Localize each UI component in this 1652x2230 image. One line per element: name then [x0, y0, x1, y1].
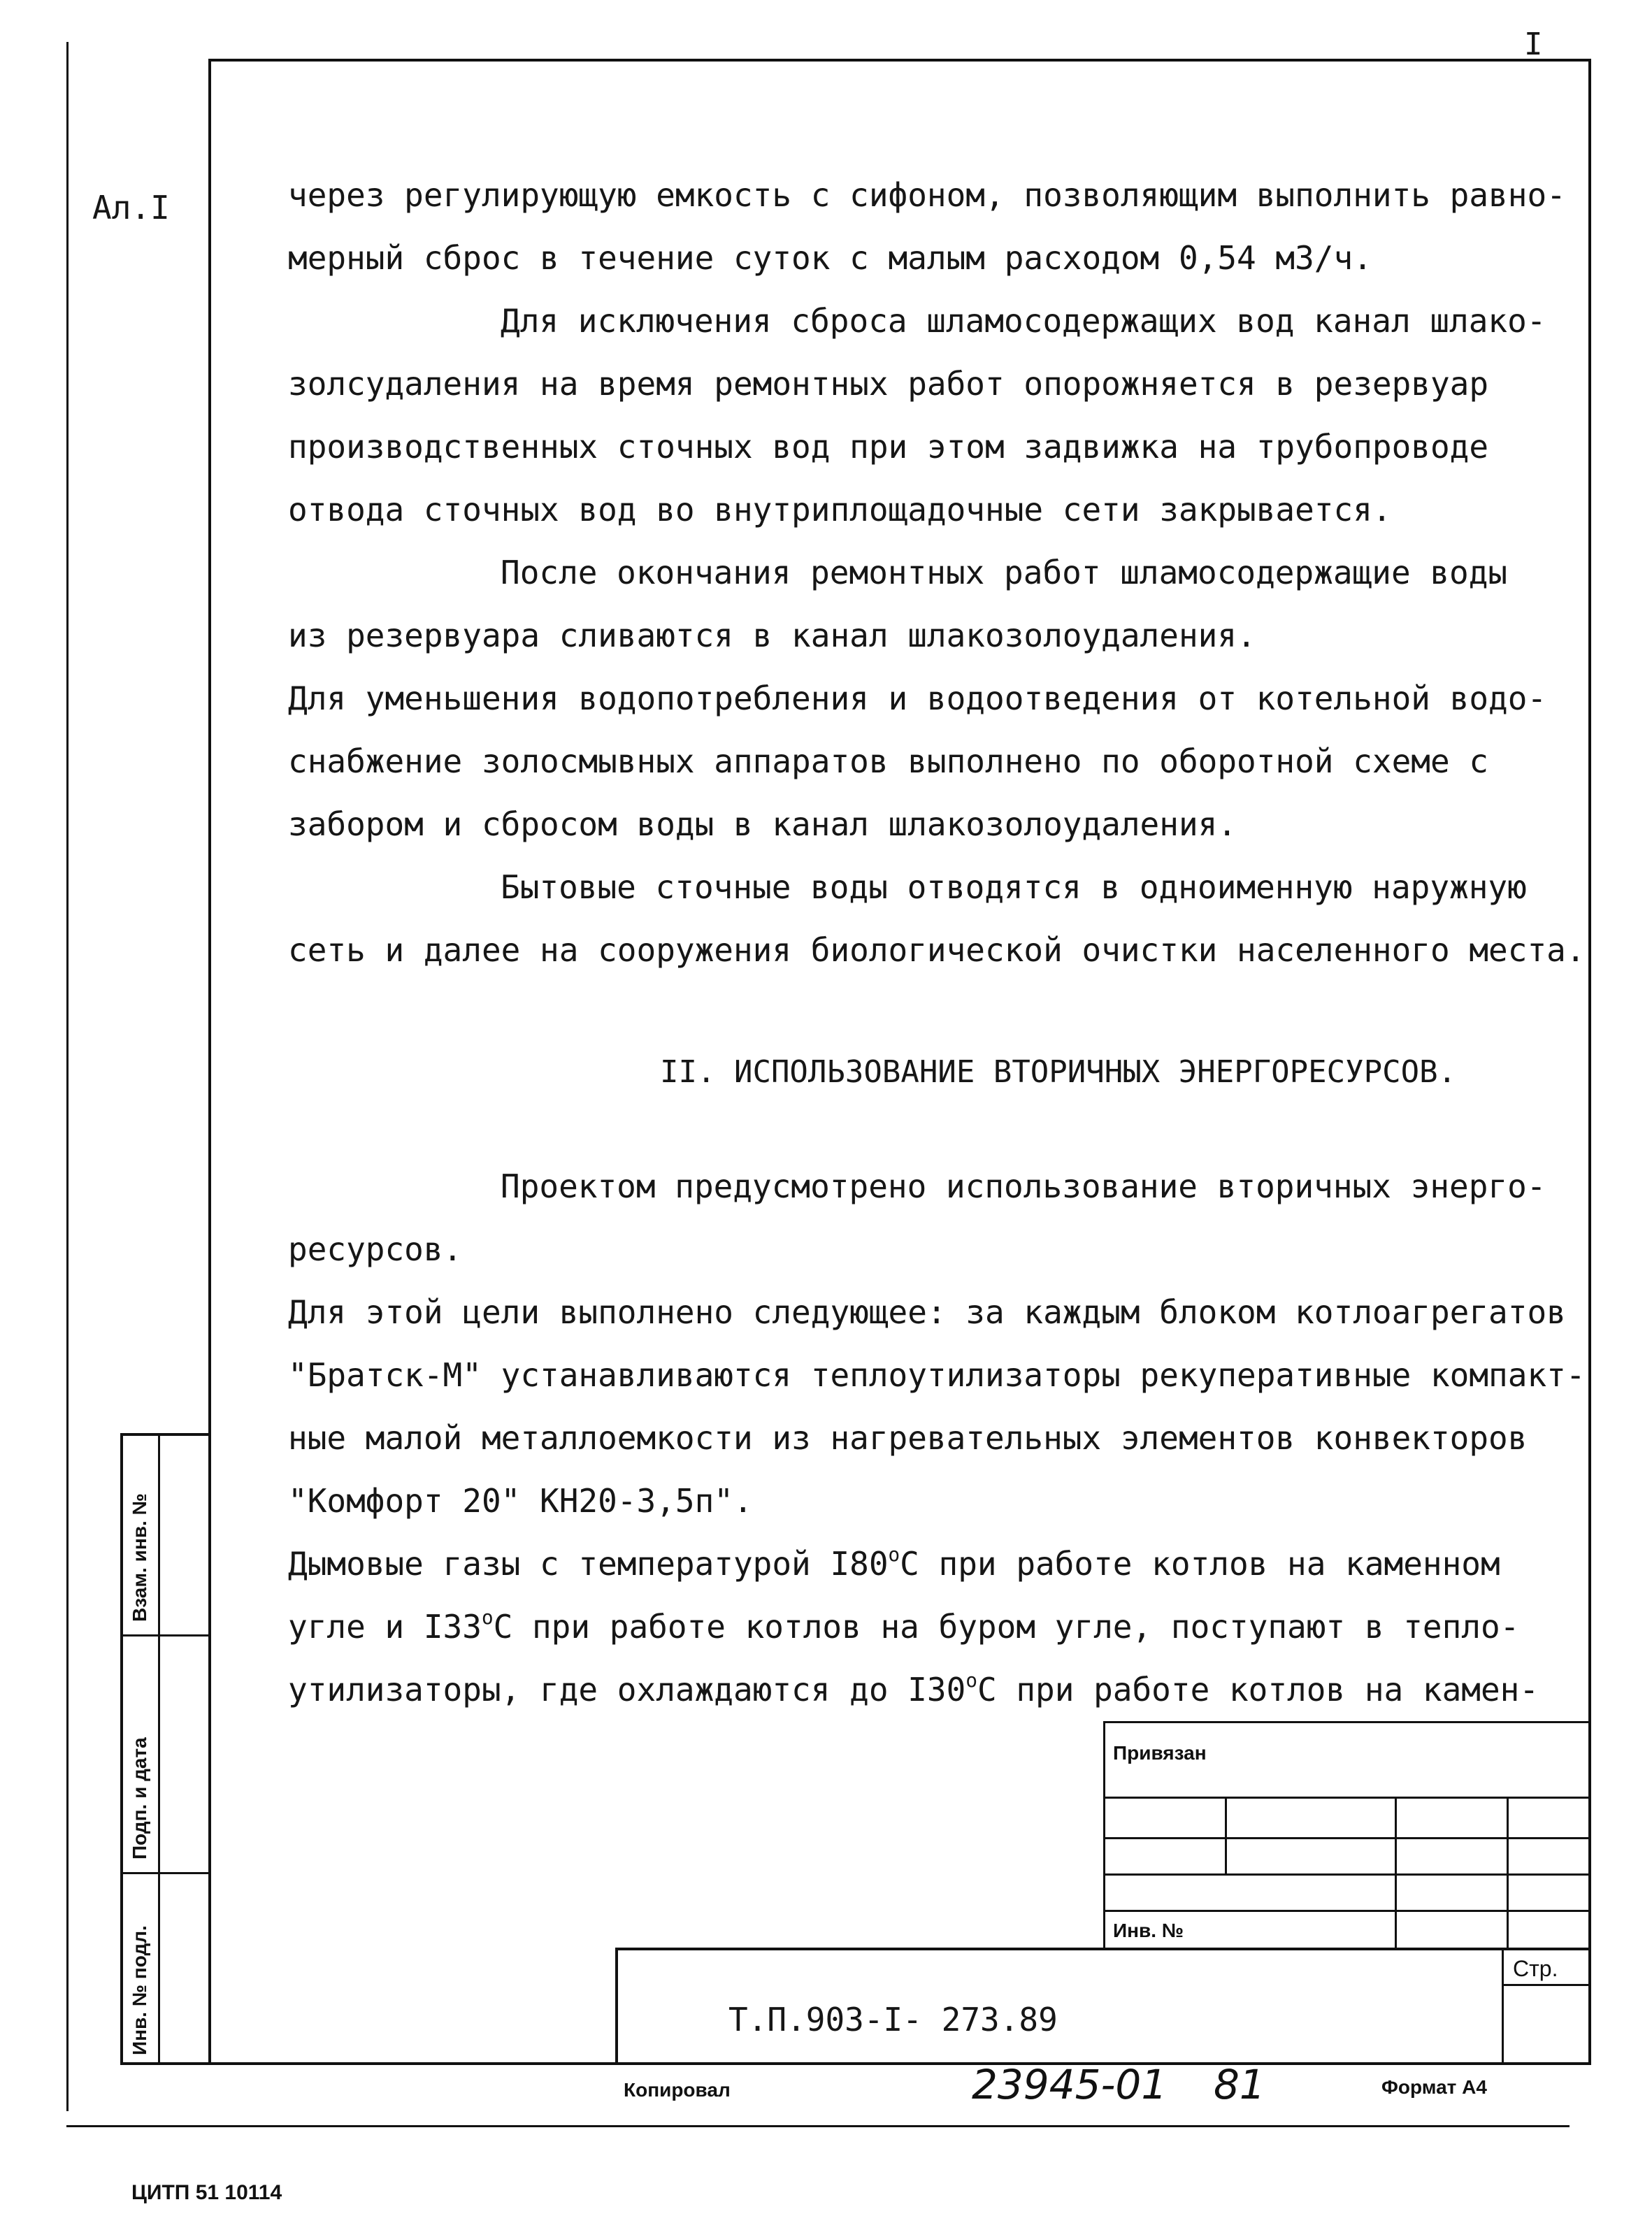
- side-stamp-outer-left: [120, 1433, 123, 2065]
- inv-no-label: Инв. №: [1113, 1920, 1184, 1941]
- tb-upper-row: [1103, 1797, 1591, 1799]
- tb-upper-col: [1507, 1797, 1509, 1949]
- tb-page-row: [1502, 1984, 1591, 1986]
- body-line: производственных сточных вод при этом задвижка на трубопроводе: [288, 428, 1489, 466]
- temperature-text: угле и I33: [288, 1608, 482, 1646]
- side-stamp-label: Подп. и дата: [129, 1737, 150, 1859]
- section-line: "Комфорт 20" КН20-3,5п".: [288, 1482, 753, 1520]
- tb-upper-row: [1103, 1910, 1591, 1912]
- side-stamp-label: Инв. № подл.: [129, 1925, 150, 2055]
- temperature-text: утилизаторы, где охлаждаются до I30: [288, 1671, 966, 1709]
- tb-upper-row: [1103, 1873, 1591, 1876]
- side-stamp-top: [120, 1433, 211, 1436]
- degree-mark: o: [481, 1606, 494, 1629]
- body-line: снабжение золосмывных аппаратов выполнено по оборотной схеме с: [288, 742, 1489, 780]
- bottom-edge-line: [66, 2125, 1570, 2127]
- temperature-text: С при работе котлов на буром угле, поступают в тепло-: [493, 1608, 1520, 1646]
- tb-upper-top: [1103, 1721, 1591, 1723]
- side-stamp-row-divider: [120, 1634, 211, 1636]
- temperature-text: Дымовые газы с температурой I80: [288, 1545, 889, 1583]
- section-heading: II. ИСПОЛЬЗОВАНИЕ ВТОРИЧНЫХ ЭНЕРГОРЕСУРСОВ.: [660, 1054, 1457, 1090]
- degree-mark: o: [888, 1543, 900, 1566]
- temperature-line: [288, 1545, 1500, 1583]
- margin-label: Ал.I: [92, 189, 170, 226]
- frame-bottom: [120, 2062, 1591, 2065]
- format-label: Формат А4: [1381, 2076, 1487, 2098]
- tb-upper-col: [1395, 1797, 1397, 1949]
- page-label: Стр.: [1513, 1956, 1558, 1981]
- tb-lower-left: [615, 1948, 618, 2065]
- section-line: ресурсов.: [288, 1230, 463, 1268]
- side-stamp-inner-divider: [158, 1433, 160, 2065]
- section-line: ные малой металлоемкости из нагревательных элементов конвекторов: [288, 1419, 1528, 1457]
- privyazan-label: Привязан: [1113, 1742, 1207, 1764]
- frame-left: [208, 59, 211, 2065]
- body-line: мерный сброс в течение суток с малым расходом 0,54 м3/ч.: [288, 239, 1372, 277]
- tb-upper-row: [1103, 1837, 1591, 1839]
- section-line: Для этой цели выполнено следующее: за каждым блоком котлоагрегатов: [288, 1293, 1566, 1331]
- body-line: забором и сбросом воды в канал шлакозолоудаления.: [288, 805, 1237, 843]
- left-edge-line: [66, 42, 69, 2111]
- body-line: Бытовые сточные воды отводятся в одноименную наружную: [501, 868, 1527, 906]
- body-line: Для уменьшения водопотребления и водоотведения от котельной водо-: [288, 679, 1547, 717]
- body-line: сеть и далее на сооружения биологической очистки населенного места.: [288, 931, 1586, 969]
- sheet-number: 81: [1214, 2061, 1265, 2108]
- section-line: Проектом предусмотрено использование вторичных энерго-: [501, 1167, 1546, 1205]
- body-line: через регулирующую емкость с сифоном, позволяющим выполнить равно-: [288, 176, 1566, 214]
- frame-right: [1588, 59, 1591, 2065]
- body-line: из резервуара сливаются в канал шлакозолоудаления.: [288, 617, 1256, 654]
- temperature-line: [288, 1608, 1519, 1646]
- doc-code: Т.П.903-I- 273.89: [728, 2001, 1058, 2038]
- side-stamp-label: Взам. инв. №: [129, 1493, 150, 1622]
- body-line: Для исключения сброса шламосодержащих вод канал шлако-: [501, 302, 1546, 340]
- body-line: отвода сточных вод во внутриплощадочные сети закрывается.: [288, 491, 1392, 528]
- tb-page-col: [1502, 1948, 1504, 2065]
- printer-code: ЦИТП 51 10114: [131, 2181, 282, 2204]
- tb-upper-col: [1225, 1797, 1227, 1875]
- section-line: "Братск-М" устанавливаются теплоутилизаторы рекуперативные компакт-: [288, 1356, 1586, 1394]
- degree-mark: o: [965, 1669, 977, 1692]
- frame-top: [208, 59, 1591, 62]
- tb-upper-left: [1103, 1721, 1105, 1949]
- temperature-text: С при работе котлов на камен-: [977, 1671, 1539, 1709]
- side-stamp-row-divider: [120, 1872, 211, 1874]
- body-line: После окончания ремонтных работ шламосодержащие воды: [501, 554, 1508, 591]
- temperature-text: С при работе котлов на каменном: [900, 1545, 1500, 1583]
- temperature-line: [288, 1671, 1539, 1709]
- body-line: золсудаления на время ремонтных работ опорожняется в резервуар: [288, 365, 1489, 403]
- copied-label: Копировал: [624, 2079, 731, 2101]
- tb-lower-top: [615, 1948, 1591, 1950]
- handwritten-number: 23945-01: [972, 2061, 1168, 2108]
- corner-mark: I: [1524, 27, 1543, 62]
